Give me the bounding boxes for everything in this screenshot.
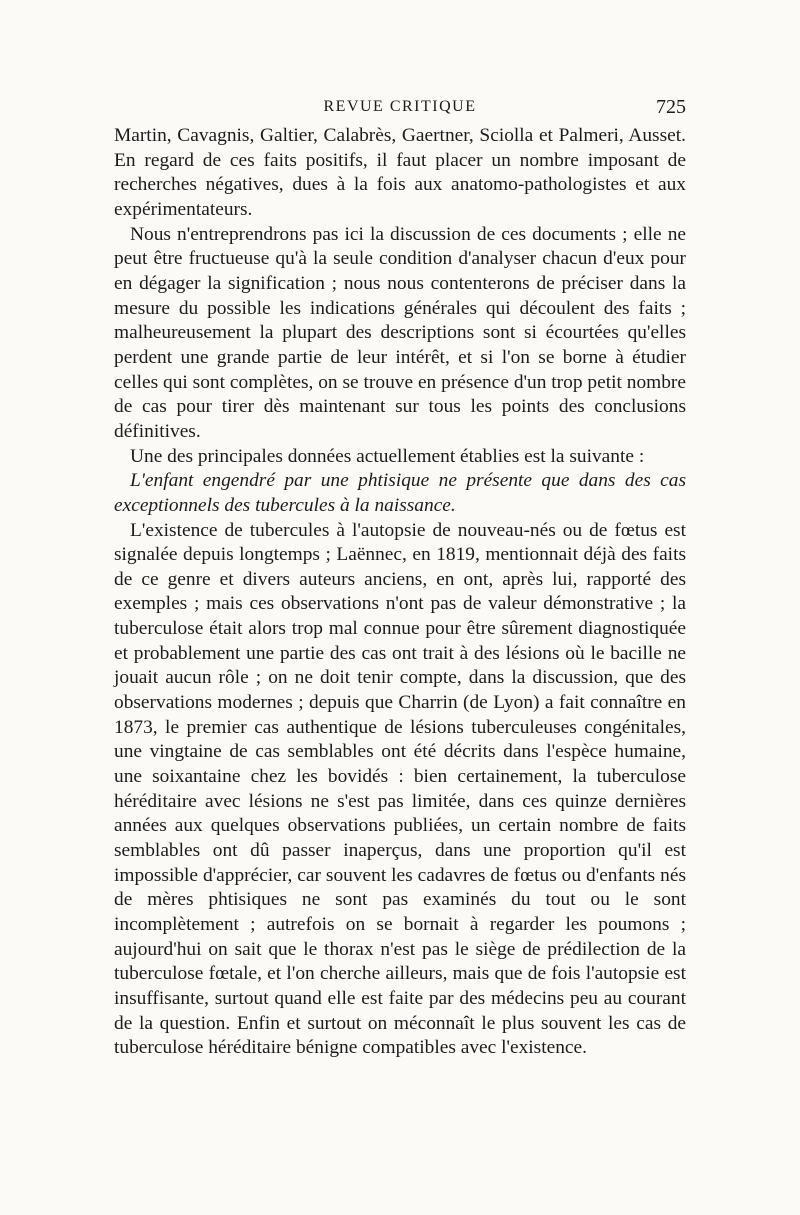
page-header [114,98,686,124]
body-text [114,124,686,1061]
paragraph-principal-data: Une des principales données actuellement établies est la suivante : [130,445,645,467]
paragraph-italic-thesis: L'enfant engendré par une phtisique ne présente que dans des cas exceptionnels des tubercules à la naissance. [114,470,686,516]
running-head: REVUE CRITIQUE [323,98,477,115]
paragraph-discussion: Nous n'entreprendrons pas ici la discussion de ces documents ; elle ne peut être fructueuse qu'à la seule condition d'analyser chacun d'eux pour en dégager la signification ; nous nous contenterons de préciser dans la mesure du possible les indications générales qui découlent des faits ; malheureusement la plupart des descriptions sont si écourtées qu'elles perdent une grande partie de leur intérêt, et si l'on se borne à étudier celles qui sont complètes, on se trouve en présence d'un trop petit nombre de cas pour tirer dès maintenant sur tous les points des conclusions définitives. [114,223,686,442]
paragraph-existence-tubercules: L'existence de tubercules à l'autopsie de nouveau-nés ou de fœtus est signalée depuis longtemps ; Laënnec, en 1819, mentionnait déjà des faits de ce genre et divers auteurs anciens, en ont, après lui, rapporté des exemples ; mais ces observations n'ont pas de valeur démonstrative ; la tuberculose était alors trop mal connue pour être sûrement diagnostiquée et probablement une partie des cas ont trait à des lésions où le bacille ne jouait aucun rôle ; on ne doit tenir compte, dans la discussion, que des observations modernes ; depuis que Charrin (de Lyon) a fait connaître en 1873, le premier cas authentique de lésions tuberculeuses congénitales, une vingtaine de cas semblables ont été décrits dans l'espèce humaine, une soixantaine chez les bovidés : bien certainement, la tuberculose héréditaire avec lésions ne s'est pas limitée, dans ces quinze dernières années aux quelques observations publiées, un certain nombre de faits semblables ont dû passer inaperçus, dans une proportion qu'il est impossible d'apprécier, car souvent les cadavres de fœtus ou d'enfants nés de mères phtisiques ne sont pas examinés du tout ou le sont incomplètement ; autrefois on se bornait à regarder les poumons ; aujourd'hui on sait que le thorax n'est pas le siège de prédilection de la tuberculose fœtale, et l'on cherche ailleurs, mais que de fois l'autopsie est insuffisante, surtout quand elle est faite par des médecins peu au courant de la question. Enfin et surtout on méconnaît le plus souvent les cas de tuberculose héréditaire bénigne compatibles avec l'existence. [114,519,686,1059]
paragraph-continuation: Martin, Cavagnis, Galtier, Calabrès, Gaertner, Sciolla et Palmeri, Ausset. En regard de ces faits positifs, il faut placer un nombre imposant de recherches négatives, dues à la fois aux anatomo-pathologistes et aux expérimentateurs. [114,125,686,220]
page-number: 725 [656,96,686,118]
